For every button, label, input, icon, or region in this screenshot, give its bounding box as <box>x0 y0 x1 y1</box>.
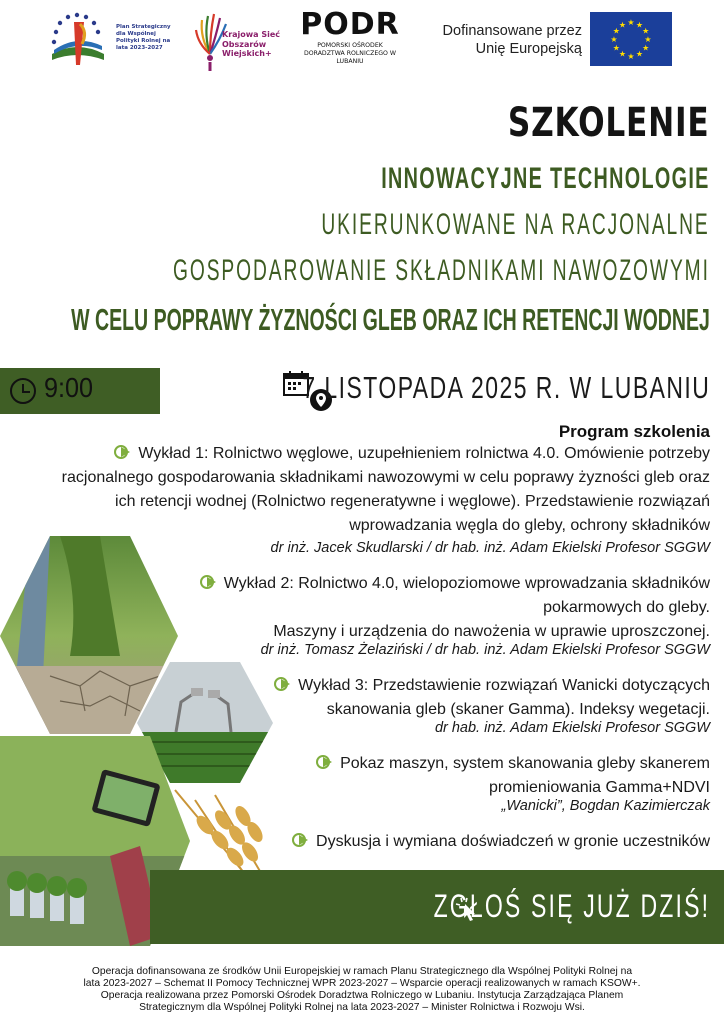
eu-star-icon: ★ <box>612 43 620 53</box>
program-item-text: Wykład 2: Rolnictwo 4.0, wielopoziomowe wprowadzania składników <box>223 575 710 592</box>
subtitle-line-2: UKIERUNKOWANE NA RACJONALNE <box>321 208 710 241</box>
program-item-text: Wykład 1: Rolnictwo węglowe, uzupełnieniem rolnictwa 4.0. Omówienie potrzeby <box>138 445 710 462</box>
podr-logo <box>300 7 400 72</box>
program-item-2 <box>190 572 710 644</box>
eu-star-icon: ★ <box>627 52 635 61</box>
subtitle-line-3: GOSPODAROWANIE SKŁADNIKAMI NAWOZOWYMI <box>173 254 710 287</box>
eu-star-icon: ★ <box>635 20 644 30</box>
program-item-text: Dyskusja i wymiana doświadczeń w gronie uczestników <box>316 833 710 850</box>
program-heading: Program szkolenia <box>558 422 710 441</box>
eu-star-icon: ★ <box>642 26 650 36</box>
footer-line: Strategicznym dla Wspólnej Polityki Rolnej na lata 2023-2027 – Minister Rolnictwa i Rozwoju Wsi. <box>139 1002 585 1013</box>
signup-button[interactable]: ZGŁOŚ SIĘ JUŻ DZIŚ! <box>433 888 710 924</box>
eu-flag-icon <box>590 12 672 66</box>
eu-star-icon: ★ <box>644 35 652 44</box>
eu-cofinancing-text <box>420 22 582 58</box>
clock-hand-minute <box>22 391 30 393</box>
arrow-bullet-icon <box>316 754 334 770</box>
program-item-text: wprowadzania węgla do gleby, ochrony składników <box>349 517 710 534</box>
program-item-text: ich retencji wodnej (Rolnictwo regeneratywne i węglowe). Przedstawienie rozwiązań <box>115 493 710 510</box>
eu-star-icon: ★ <box>610 35 618 44</box>
program-item-text: pokarmowych do gleby. <box>543 599 710 616</box>
event-time: 9:00 <box>44 372 94 403</box>
footer-line: Operacja realizowana przez Pomorski Ośrodek Doradztwa Rolniczego w Lubaniu. Instytucja Zarządzająca Planem <box>100 990 624 1001</box>
program-item-5 <box>270 830 710 854</box>
arrow-bullet-icon <box>274 676 292 692</box>
subtitle-line-1: INNOWACYJNE TECHNOLOGIE <box>381 162 710 195</box>
program-item-1 <box>10 442 710 538</box>
arrow-bullet-icon <box>114 444 132 460</box>
event-date-place: 7 LISTOPADA 2025 R. W LUBANIU <box>302 370 710 405</box>
podr-logo-subtitle: POMORSKI OŚRODEK DORADZTWA ROLNICZEGO W LUBANIU <box>304 42 396 65</box>
lecturer-2: dr inż. Tomasz Żelaziński / dr hab. inż. Adam Ekielski Profesor SGGW <box>260 642 710 658</box>
program-item-text: skanowania gleb (skaner Gamma). Indeksy wegetacji. <box>326 701 710 718</box>
eu-star-icon: ★ <box>642 43 650 53</box>
eu-star-icon: ★ <box>612 26 620 36</box>
psp-logo-text: Plan Strategiczny dla Wspólnej Polityki Rolnej na lata 2023-2027 <box>116 24 171 51</box>
eu-star-icon: ★ <box>618 49 627 59</box>
eu-star-icon: ★ <box>635 49 644 59</box>
program-item-text: Pokaz maszyn, system skanowania gleby skanerem <box>340 755 710 772</box>
eu-text-line1: Dofinansowane przez <box>442 23 582 39</box>
ksow-logo-text: Krajowa Sieć Obszarów Wiejskich+ <box>222 30 281 58</box>
lecturer-4: „Wanicki”, Bogdan Kazimierczak <box>501 798 710 814</box>
program-item-4 <box>290 752 710 800</box>
eu-star-icon: ★ <box>618 20 627 30</box>
podr-logo-word: PODR <box>300 7 400 42</box>
program-item-3 <box>250 674 710 722</box>
arrow-bullet-icon <box>200 574 218 590</box>
lecturer-1: dr inż. Jacek Skudlarski / dr hab. inż. Adam Ekielski Profesor SGGW <box>270 540 710 556</box>
program-item-text: Maszyny i urządzenia do nawożenia w uprawie uproszczonej. <box>273 623 710 640</box>
program-item-text: promieniowania Gamma+NDVI <box>489 779 710 796</box>
footer-line: Operacja dofinansowana ze środków Unii Europejskiej w ramach Planu Strategicznego dla Wspólnej Polityki Rolnej na <box>91 966 633 977</box>
program-item-text: racjonalnego gospodarowania składnikami nawozowymi w celu poprawy żyzności gleb oraz <box>61 469 710 486</box>
footer-note <box>40 966 684 1014</box>
footer-line: lata 2023-2027 – Schemat II Pomocy Technicznej WPR 2023-2027 – Wsparcie operacji realizowanych w ramach KSOW+. <box>83 978 641 989</box>
eu-text-line2: Unię Europejską <box>475 41 582 57</box>
subtitle-line-4: W CELU POPRAWY ŻYZNOŚCI GLEB ORAZ ICH RETENCJI WODNEJ <box>71 302 710 337</box>
lecturer-3: dr hab. inż. Adam Ekielski Profesor SGGW <box>434 720 710 736</box>
eu-star-icon: ★ <box>627 18 635 27</box>
program-item-text: Wykład 3: Przedstawienie rozwiązań Wanicki dotyczących <box>298 677 710 694</box>
page-title: SZKOLENIE <box>508 100 710 146</box>
